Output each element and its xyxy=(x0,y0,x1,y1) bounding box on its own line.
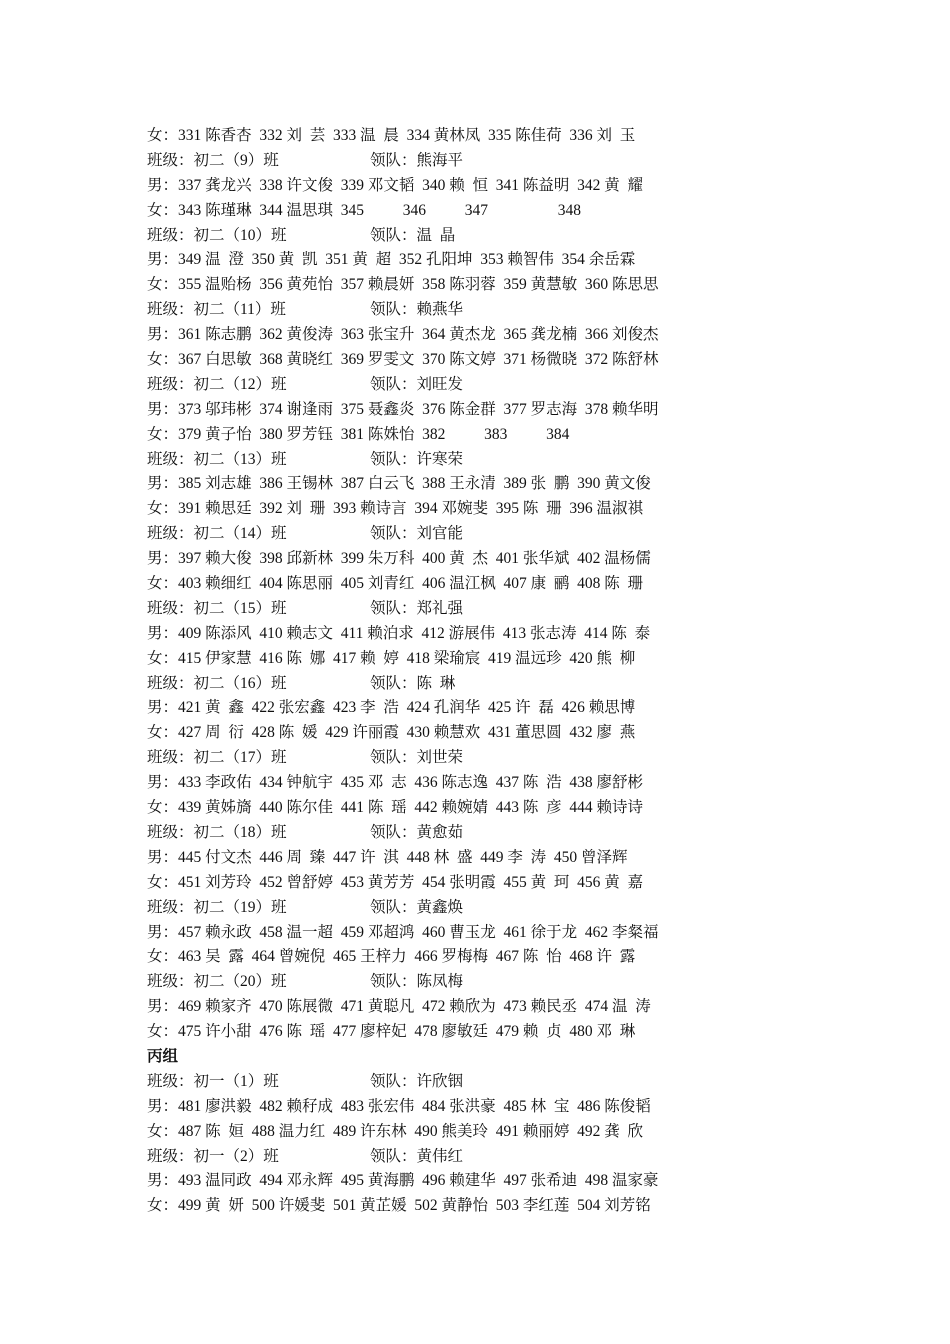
class-header xyxy=(147,672,707,697)
leader-label: 领队：黄鑫焕 xyxy=(370,898,464,916)
class-header xyxy=(147,1145,707,1170)
class-header xyxy=(147,597,707,622)
roster-line: 男：409 陈添风 410 赖志文 411 赖泊求 412 游展伟 413 张志涛 414 陈 泰 xyxy=(147,624,651,642)
group-heading: 丙组 xyxy=(147,1047,179,1065)
roster-line: 男：457 赖永政 458 温一超 459 邓超鸿 460 曹玉龙 461 徐于龙 462 李粲福 xyxy=(147,923,659,941)
roster-line: 男：337 龚龙兴 338 许文俊 339 邓文韬 340 赖 恒 341 陈益明 342 黄 耀 xyxy=(147,176,644,194)
roster-line: 女：439 黄姊旖 440 陈尔佳 441 陈 瑶 442 赖婉婧 443 陈 彦 444 赖诗诗 xyxy=(147,799,644,817)
leader-label: 领队：赖燕华 xyxy=(370,301,464,319)
class-label: 班级：初二（12）班 xyxy=(147,375,287,393)
class-label: 班级：初二（19）班 xyxy=(147,898,287,916)
leader-label: 领队：黄愈茹 xyxy=(370,823,464,841)
roster-line: 女：331 陈香杏 332 刘 芸 333 温 晨 334 黄林凤 335 陈佳荷 336 刘 玉 xyxy=(147,127,636,144)
leader-label: 领队：许欣铟 xyxy=(370,1072,464,1090)
leader-label: 领队：刘官能 xyxy=(370,525,464,543)
roster-line: 男：361 陈志鹏 362 黄俊涛 363 张宝升 364 黄杰龙 365 龚龙楠 366 刘俊杰 xyxy=(147,326,659,344)
leader-label: 领队：刘旺发 xyxy=(370,375,464,393)
class-label: 班级：初一（1）班 xyxy=(147,1072,279,1090)
roster-line: 男：373 邬玮彬 374 谢逢雨 375 聂鑫炎 376 陈金群 377 罗志海 378 赖华明 xyxy=(147,400,659,418)
roster-line: 男：421 黄 鑫 422 张宏鑫 423 李 浩 424 孔润华 425 许 磊 426 赖思博 xyxy=(147,699,636,717)
roster-line: 女：343 陈瑾琳 344 温思琪 345 346 347 348 xyxy=(147,201,582,219)
roster-line: 女：475 许小甜 476 陈 瑶 477 廖梓妃 478 廖敏廷 479 赖 贞 480 邓 琳 xyxy=(147,1023,636,1041)
leader-label: 领队：黄伟红 xyxy=(370,1147,464,1165)
class-label: 班级：初二（13）班 xyxy=(147,450,287,468)
roster-line: 女：403 赖细红 404 陈思丽 405 刘青红 406 温江枫 407 康 鹂 408 陈 珊 xyxy=(147,575,644,593)
leader-label: 领队：陈 琳 xyxy=(370,674,456,692)
roster-line: 男：433 李政佑 434 钟航宇 435 邓 志 436 陈志逸 437 陈 浩 438 廖舒彬 xyxy=(147,774,644,792)
class-label: 班级：初二（18）班 xyxy=(147,823,287,841)
class-header xyxy=(147,896,707,921)
roster-line: 女：367 白思敏 368 黄晓红 369 罗雯文 370 陈文婷 371 杨微晓 372 陈舒林 xyxy=(147,351,659,369)
class-label: 班级：初二（9）班 xyxy=(147,151,279,169)
roster-line: 女：355 温贻杨 356 黄苑怡 357 赖晨妍 358 陈羽蓉 359 黄慧敏 360 陈思思 xyxy=(147,276,659,294)
leader-label: 领队：郑礼强 xyxy=(370,599,464,617)
class-header xyxy=(147,970,707,995)
class-label: 班级：初二（16）班 xyxy=(147,674,287,692)
class-header xyxy=(147,298,707,323)
class-header xyxy=(147,821,707,846)
roster-line: 男：481 廖洪毅 482 赖秄成 483 张宏伟 484 张洪豪 485 林 宝 486 陈俊韬 xyxy=(147,1097,651,1115)
class-label: 班级：初二（11）班 xyxy=(147,301,286,319)
class-header xyxy=(147,746,707,771)
class-header xyxy=(147,224,707,249)
class-label: 班级：初二（10）班 xyxy=(147,226,287,244)
roster-line: 女：499 黄 妍 500 许媛斐 501 黄芷媛 502 黄静怡 503 李红莲 504 刘芳铭 xyxy=(147,1197,651,1215)
class-header xyxy=(147,522,707,547)
roster-line: 男：493 温同政 494 邓永辉 495 黄海鹏 496 赖建华 497 张希迪 498 温家豪 xyxy=(147,1172,659,1190)
roster-line: 男：445 付文杰 446 周 臻 447 许 淇 448 林 盛 449 李 涛 450 曾泽辉 xyxy=(147,848,628,866)
roster-line: 女：427 周 衍 428 陈 媛 429 许丽霞 430 赖慧欢 431 董思圆 432 廖 燕 xyxy=(147,724,636,742)
class-header xyxy=(147,373,707,398)
roster-line: 女：451 刘芳玲 452 曾舒婷 453 黄芳芳 454 张明霞 455 黄 珂 456 黄 嘉 xyxy=(147,873,644,891)
class-header xyxy=(147,448,707,473)
class-label: 班级：初二（15）班 xyxy=(147,599,287,617)
class-label: 班级：初一（2）班 xyxy=(147,1147,279,1165)
leader-label: 领队：熊海平 xyxy=(370,151,464,169)
roster-line: 女：391 赖思廷 392 刘 珊 393 赖诗言 394 邓婉斐 395 陈 珊 396 温淑祺 xyxy=(147,500,644,518)
roster-line: 女：415 伊家慧 416 陈 娜 417 赖 婷 418 梁瑜宸 419 温远珍 420 熊 柳 xyxy=(147,649,636,667)
leader-label: 领队：刘世荣 xyxy=(370,749,464,767)
roster-page xyxy=(147,124,707,1219)
class-label: 班级：初二（14）班 xyxy=(147,525,287,543)
class-label: 班级：初二（17）班 xyxy=(147,749,287,767)
roster-line: 女：379 黄子怡 380 罗芳钰 381 陈姝怡 382 383 384 xyxy=(147,425,570,443)
roster-line: 男：349 温 澄 350 黄 凯 351 黄 超 352 孔阳坤 353 赖智伟 354 余岳霖 xyxy=(147,251,636,269)
class-header xyxy=(147,1070,707,1095)
leader-label: 领队：许寒荣 xyxy=(370,450,464,468)
leader-label: 领队：陈凤梅 xyxy=(370,973,464,991)
roster-line: 男：469 赖家齐 470 陈展微 471 黄聪凡 472 赖欣为 473 赖民丞 474 温 涛 xyxy=(147,998,651,1016)
roster-line: 女：463 吴 露 464 曾婉倪 465 王梓力 466 罗梅梅 467 陈 怡 468 许 露 xyxy=(147,948,636,966)
roster-line: 男：385 刘志雄 386 王锡林 387 白云飞 388 王永清 389 张 鹏 390 黄文俊 xyxy=(147,475,651,493)
leader-label: 领队：温 晶 xyxy=(370,226,456,244)
roster-line: 女：487 陈 姮 488 温力红 489 许东林 490 熊美玲 491 赖丽婷 492 龚 欣 xyxy=(147,1122,644,1140)
class-header xyxy=(147,149,707,174)
roster-line: 男：397 赖大俊 398 邱新林 399 朱万科 400 黄 杰 401 张华斌 402 温杨儒 xyxy=(147,550,651,568)
class-label: 班级：初二（20）班 xyxy=(147,973,287,991)
